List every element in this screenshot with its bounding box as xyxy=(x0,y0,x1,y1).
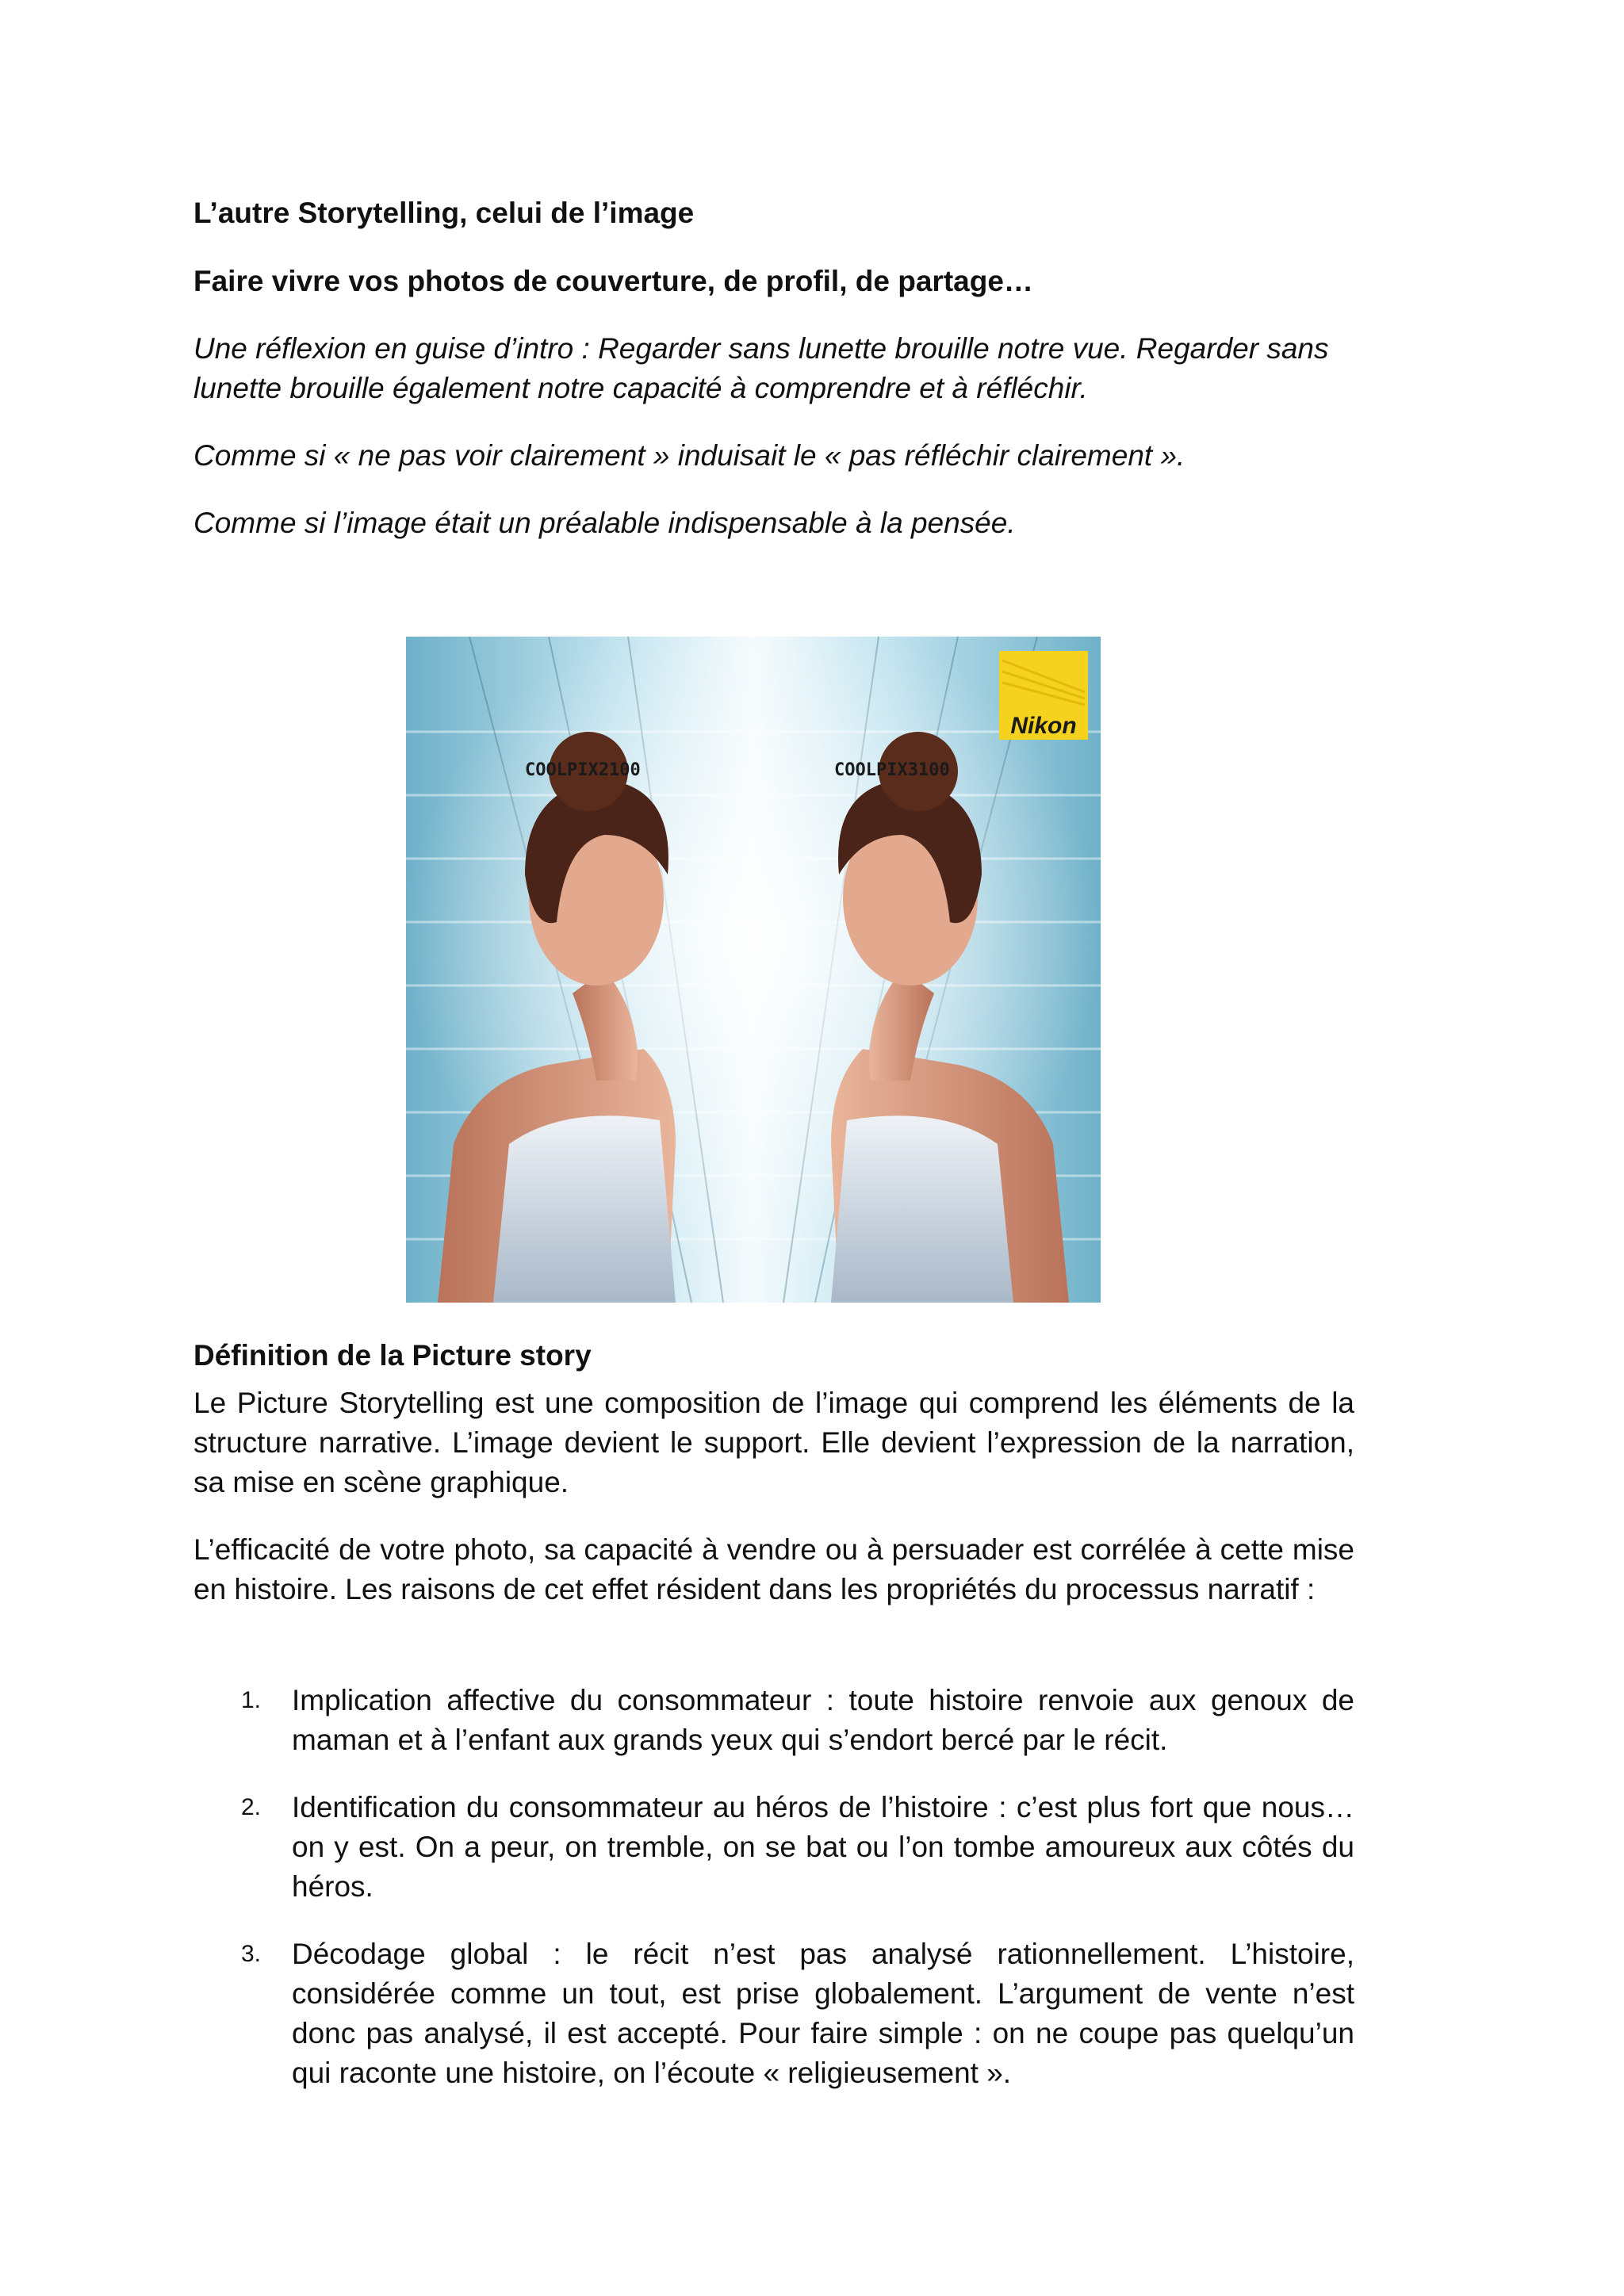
document-page xyxy=(193,0,1354,2296)
intro-paragraph-2: Comme si « ne pas voir clairement » induisait le « pas réfléchir clairement ». xyxy=(193,439,1185,472)
nikon-logo-icon xyxy=(999,651,1088,740)
definition-paragraph-1: Le Picture Storytelling est une composition de l’image qui comprend les éléments de la structure narrative. L’image devient le support. Elle devient l’expression de la narration, sa mise en scène graphique. xyxy=(193,1387,1354,1498)
list-item-text: Identification du consommateur au héros de l’histoire : c’est plus fort que nous… on y est. On a peur, on tremble, on se bat ou l’on tombe amoureux aux côtés du héros. xyxy=(292,1791,1354,1903)
model-label-right: COOLPIX3100 xyxy=(834,760,950,780)
list-number: 1. xyxy=(241,1687,262,1713)
document-title: L’autre Storytelling, celui de l’image xyxy=(193,197,695,229)
definition-paragraph-2: L’efficacité de votre photo, sa capacité à vendre ou à persuader est corrélée à cette mise en histoire. Les raisons de cet effet résident dans les propriétés du processus narratif : xyxy=(193,1533,1354,1605)
list-item-text: Décodage global : le récit n’est pas analysé rationnellement. L’histoire, considérée comme un tout, est prise globalement. L’argument de vente n’est donc pas analysé, il est accepté. Pour faire simple : on ne coupe pas quelqu’un qui raconte une histoire, on l’écoute « religieusement ». xyxy=(292,1938,1354,2089)
list-number: 3. xyxy=(241,1941,262,1967)
nikon-logo-text: Nikon xyxy=(1010,713,1077,739)
model-label-left: COOLPIX2100 xyxy=(525,760,641,780)
list-item-text: Implication affective du consommateur : toute histoire renvoie aux genoux de maman et à l’enfant aux grands yeux qui s’endort bercé par le récit. xyxy=(292,1684,1354,1756)
intro-paragraph-3: Comme si l’image était un préalable indispensable à la pensée. xyxy=(193,507,1016,539)
document-subtitle: Faire vivre vos photos de couverture, de profil, de partage… xyxy=(193,265,1033,297)
advertisement-photo xyxy=(406,637,1101,1303)
intro-paragraph-1: Une réflexion en guise d’intro : Regarder sans lunette brouille notre vue. Regarder sans lunette brouille également notre capacité à comprendre et à réfléchir. xyxy=(193,332,1329,404)
definition-heading: Définition de la Picture story xyxy=(193,1339,592,1372)
list-number: 2. xyxy=(241,1794,262,1820)
